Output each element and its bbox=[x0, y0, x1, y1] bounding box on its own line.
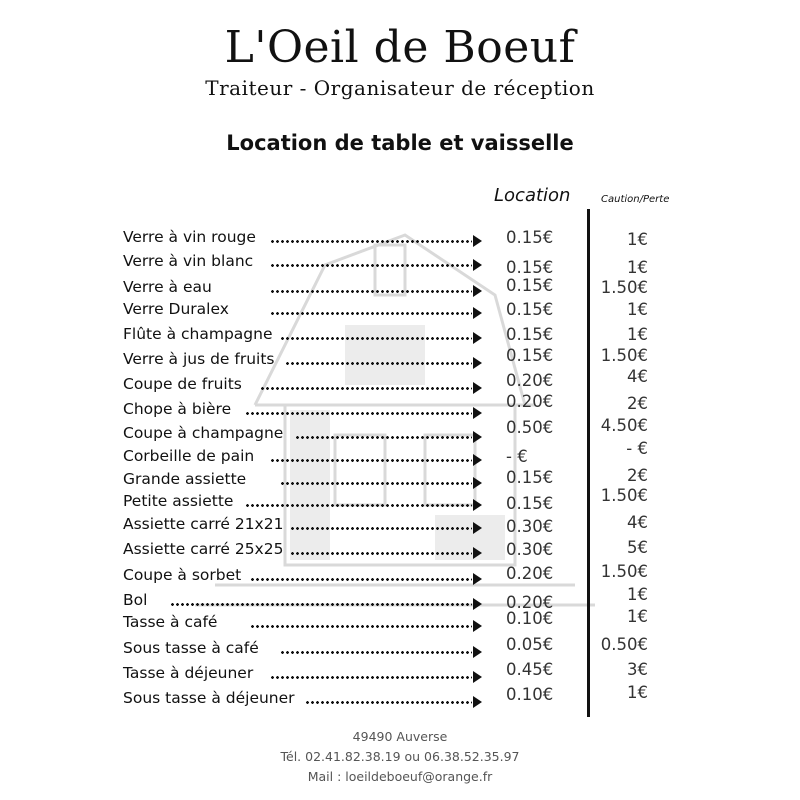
location-price: 0.20€ bbox=[506, 371, 554, 390]
item-name: Verre à vin rouge bbox=[123, 228, 256, 246]
arrow-right-icon bbox=[473, 598, 482, 610]
caution-price: 1€ bbox=[627, 258, 648, 277]
arrow-right-icon bbox=[473, 499, 482, 511]
arrow-right-icon bbox=[473, 382, 482, 394]
dotted-leader bbox=[250, 625, 472, 628]
price-row bbox=[0, 300, 800, 324]
item-name: Verre à jus de fruits bbox=[123, 350, 275, 368]
dotted-leader bbox=[280, 337, 472, 340]
price-row bbox=[0, 486, 800, 516]
price-row bbox=[0, 515, 800, 539]
item-name: Tasse à café bbox=[123, 613, 218, 631]
dotted-leader bbox=[295, 436, 472, 439]
item-name: Assiette carré 25x25 bbox=[123, 540, 284, 558]
item-name: Sous tasse à café bbox=[123, 639, 259, 657]
item-name: Grande assiette bbox=[123, 470, 247, 488]
dotted-leader bbox=[170, 603, 472, 606]
arrow-right-icon bbox=[473, 259, 482, 271]
location-price: 0.15€ bbox=[506, 276, 554, 295]
caution-price: 1€ bbox=[627, 683, 648, 702]
column-header-caution: Caution/Perte bbox=[601, 194, 670, 205]
price-row bbox=[0, 635, 800, 663]
caution-price: 4.50€ bbox=[600, 416, 648, 435]
item-name: Verre Duralex bbox=[123, 300, 229, 318]
arrow-right-icon bbox=[473, 357, 482, 369]
location-price: 0.30€ bbox=[506, 517, 554, 536]
location-price: 0.05€ bbox=[506, 635, 554, 654]
location-price: 0.30€ bbox=[506, 540, 554, 559]
dotted-leader bbox=[270, 459, 472, 462]
location-price: 0.15€ bbox=[506, 468, 554, 487]
dotted-leader bbox=[280, 651, 472, 654]
item-name: Chope à bière bbox=[123, 400, 232, 418]
price-row bbox=[0, 228, 800, 252]
item-name: Flûte à champagne bbox=[123, 325, 273, 343]
arrow-right-icon bbox=[473, 235, 482, 247]
dotted-leader bbox=[245, 412, 472, 415]
location-price: 0.45€ bbox=[506, 660, 554, 679]
caution-price: 4€ bbox=[627, 367, 648, 386]
section-heading: Location de table et vaisselle bbox=[226, 131, 574, 155]
item-name: Assiette carré 21x21 bbox=[123, 515, 284, 533]
dotted-leader bbox=[270, 264, 472, 267]
price-row bbox=[0, 367, 800, 399]
price-row bbox=[0, 278, 800, 302]
arrow-right-icon bbox=[473, 620, 482, 632]
arrow-right-icon bbox=[473, 646, 482, 658]
item-name: Verre à vin blanc bbox=[123, 252, 254, 270]
caution-price: 0.50€ bbox=[600, 635, 648, 654]
footer-mail: Mail : loeildeboeuf@orange.fr bbox=[307, 769, 493, 784]
item-name: Tasse à déjeuner bbox=[123, 664, 254, 682]
caution-price: 2€ bbox=[627, 394, 648, 413]
arrow-right-icon bbox=[473, 407, 482, 419]
price-row bbox=[0, 607, 800, 637]
arrow-right-icon bbox=[473, 332, 482, 344]
footer-address: 49490 Auverse bbox=[352, 729, 448, 744]
dotted-leader bbox=[290, 552, 472, 555]
price-row bbox=[0, 660, 800, 688]
dotted-leader bbox=[250, 578, 472, 581]
item-name: Coupe à champagne bbox=[123, 424, 284, 442]
item-name: Bol bbox=[123, 591, 148, 609]
dotted-leader bbox=[305, 701, 472, 704]
arrow-right-icon bbox=[473, 522, 482, 534]
dotted-leader bbox=[260, 387, 472, 390]
caution-price: 1€ bbox=[627, 325, 648, 344]
business-name: L'Oeil de Boeuf bbox=[224, 22, 576, 73]
item-name: Corbeille de pain bbox=[123, 447, 255, 465]
price-row bbox=[0, 416, 800, 448]
caution-price: 1€ bbox=[627, 585, 648, 604]
price-row bbox=[0, 346, 800, 374]
item-name: Sous tasse à déjeuner bbox=[123, 689, 295, 707]
item-name: Coupe de fruits bbox=[123, 375, 242, 393]
location-price: 0.10€ bbox=[506, 609, 554, 628]
dotted-leader bbox=[245, 504, 472, 507]
dotted-leader bbox=[270, 676, 472, 679]
price-row bbox=[0, 540, 800, 564]
price-row bbox=[0, 325, 800, 349]
location-price: 0.50€ bbox=[506, 418, 554, 437]
arrow-right-icon bbox=[473, 547, 482, 559]
location-price: 0.15€ bbox=[506, 258, 554, 277]
dotted-leader bbox=[285, 362, 472, 365]
caution-price: 1€ bbox=[627, 230, 648, 249]
location-price: 0.20€ bbox=[506, 593, 554, 612]
item-name: Verre à eau bbox=[123, 278, 212, 296]
column-header-location: Location bbox=[494, 185, 571, 206]
price-row bbox=[0, 252, 800, 276]
price-row bbox=[0, 466, 800, 494]
caution-price: 1.50€ bbox=[600, 278, 648, 297]
dotted-leader bbox=[290, 527, 472, 530]
arrow-right-icon bbox=[473, 671, 482, 683]
price-row bbox=[0, 439, 800, 471]
caution-price: 3€ bbox=[627, 660, 648, 679]
caution-price: 1.50€ bbox=[600, 486, 648, 505]
item-name: Petite assiette bbox=[123, 492, 234, 510]
arrow-right-icon bbox=[473, 285, 482, 297]
caution-price: 4€ bbox=[627, 513, 648, 532]
location-price: 0.15€ bbox=[506, 228, 554, 247]
arrow-right-icon bbox=[473, 307, 482, 319]
location-price: 0.10€ bbox=[506, 685, 554, 704]
arrow-right-icon bbox=[473, 696, 482, 708]
location-price: 0.20€ bbox=[506, 392, 554, 411]
arrow-right-icon bbox=[473, 573, 482, 585]
arrow-right-icon bbox=[473, 477, 482, 489]
dotted-leader bbox=[270, 240, 472, 243]
caution-price: 1.50€ bbox=[600, 346, 648, 365]
footer-phone: Tél. 02.41.82.38.19 ou 06.38.52.35.97 bbox=[280, 749, 520, 764]
location-price: - € bbox=[506, 447, 528, 466]
business-tagline: Traiteur - Organisateur de réception bbox=[205, 76, 595, 100]
price-row bbox=[0, 562, 800, 590]
caution-price: 2€ bbox=[627, 466, 648, 485]
price-row bbox=[0, 683, 800, 713]
price-row bbox=[0, 392, 800, 424]
location-price: 0.15€ bbox=[506, 325, 554, 344]
location-price: 0.20€ bbox=[506, 564, 554, 583]
item-name: Coupe à sorbet bbox=[123, 566, 242, 584]
arrow-right-icon bbox=[473, 431, 482, 443]
price-row bbox=[0, 585, 800, 615]
caution-price: 5€ bbox=[627, 538, 648, 557]
caution-price: 1€ bbox=[627, 607, 648, 626]
location-price: 0.15€ bbox=[506, 494, 554, 513]
dotted-leader bbox=[270, 312, 472, 315]
caution-price: 1€ bbox=[627, 300, 648, 319]
caution-price: 1.50€ bbox=[600, 562, 648, 581]
arrow-right-icon bbox=[473, 454, 482, 466]
location-price: 0.15€ bbox=[506, 346, 554, 365]
caution-price: - € bbox=[626, 439, 648, 458]
location-price: 0.15€ bbox=[506, 300, 554, 319]
dotted-leader bbox=[270, 290, 472, 293]
dotted-leader bbox=[280, 482, 472, 485]
